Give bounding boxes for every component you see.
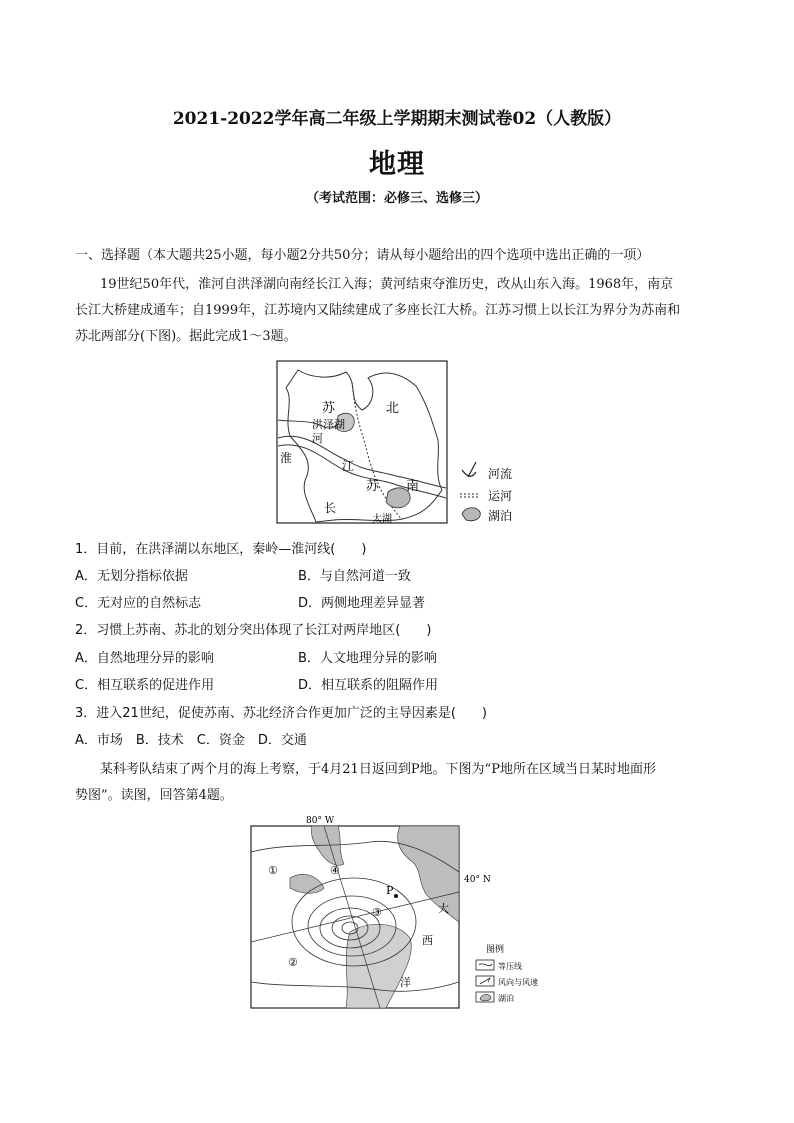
map1-label-su-bei-2: 北 [386, 401, 400, 416]
map1-label-he: 河 [312, 432, 323, 445]
map1-label-jiang: 江 [342, 459, 355, 473]
passage2-line-1: 某科考队结束了两个月的海上考察，于4月21日返回到P地。下图为“P地所在区域当日某时地面形 [100, 762, 656, 777]
question-2-option-a: A．自然地理分异的影响 [75, 651, 214, 666]
map1-legend-river: 河流 [488, 467, 513, 481]
exam-title: 2021-2022学年高二年级上学期期末测试卷02（人教版） [172, 109, 622, 129]
map2-ocean-char-3: 洋 [400, 976, 411, 989]
map1-label-chang: 长 [324, 501, 337, 515]
map2-region-4: ④ [330, 864, 340, 877]
map2-legend-lake: 湖泊 [498, 994, 514, 1003]
passage1-line-3: 苏北两部分(下图)。据此完成1～3题。 [75, 329, 297, 344]
map1-legend-canal: 运河 [488, 489, 513, 503]
question-3-stem: 3．进入21世纪，促使苏南、苏北经济合作更加广泛的主导因素是( ) [75, 706, 487, 721]
map2-legend-wind: 风向与风速 [498, 978, 538, 987]
subject-title: 地理 [369, 149, 425, 180]
map2-legend-isobar: 等压线 [498, 962, 522, 971]
passage1-line-1: 19世纪50年代，淮河自洪泽湖向南经长江入海；黄河结束夺淮历史，改从山东入海。1968年，南京 [100, 277, 674, 292]
question-1-option-b: B．与自然河道一致 [298, 569, 411, 584]
map1-label-tai-lake: 太湖 [372, 514, 392, 525]
question-2-option-d: D．相互联系的阻隔作用 [298, 678, 439, 693]
map2-legend-title: 图例 [486, 945, 505, 955]
question-2-stem: 2．习惯上苏南、苏北的划分突出体现了长江对两岸地区( ) [75, 623, 432, 638]
map1-label-su-bei-1: 苏 [322, 401, 336, 416]
question-1-option-a: A．无划分指标依据 [75, 569, 188, 584]
map2-ocean-char-2: 西 [422, 934, 433, 947]
map1-label-huai: 淮 [280, 451, 293, 465]
map2-lon-label: 80° W [306, 816, 335, 826]
question-1-option-c: C．无对应的自然标志 [75, 596, 202, 611]
question-1-option-d: D．两侧地理差异显著 [298, 596, 426, 611]
jiangsu-map [276, 360, 534, 530]
passage1-line-2: 长江大桥建成通车；自1999年，江苏境内又陆续建成了多座长江大桥。江苏习惯上以长江为界分为苏南和 [75, 303, 681, 318]
map2-point-p: P [386, 884, 394, 897]
map2-region-1: ① [268, 864, 278, 877]
question-1-stem: 1．目前，在洪泽湖以东地区，秦岭—淮河线( ) [75, 542, 367, 557]
question-2-option-b: B．人文地理分异的影响 [298, 651, 437, 666]
pressure-map [250, 812, 550, 1016]
map2-region-2: ② [288, 956, 298, 969]
map1-label-hongze-lake: 洪泽湖 [312, 418, 345, 431]
section-heading: 一、选择题（本大题共25小题，每小题2分共50分；请从每小题给出的四个选项中选出正确的一项） [75, 248, 650, 263]
map1-legend-lake: 湖泊 [488, 509, 513, 523]
question-3-options: A．市场 B．技术 C．资金 D．交通 [75, 733, 307, 748]
map2-ocean-char-1: 大 [438, 902, 449, 915]
map1-label-su-nan-1: 苏 [366, 479, 380, 494]
map2-lat-label: 40° N [464, 875, 491, 885]
passage2-line-2: 势图”。读图，回答第4题。 [75, 788, 233, 803]
question-2-option-c: C．相互联系的促进作用 [75, 678, 215, 693]
exam-scope: （考试范围：必修三、选修三） [305, 191, 488, 206]
map2-region-3: ③ [372, 906, 382, 919]
map1-label-su-nan-2: 南 [406, 479, 420, 494]
